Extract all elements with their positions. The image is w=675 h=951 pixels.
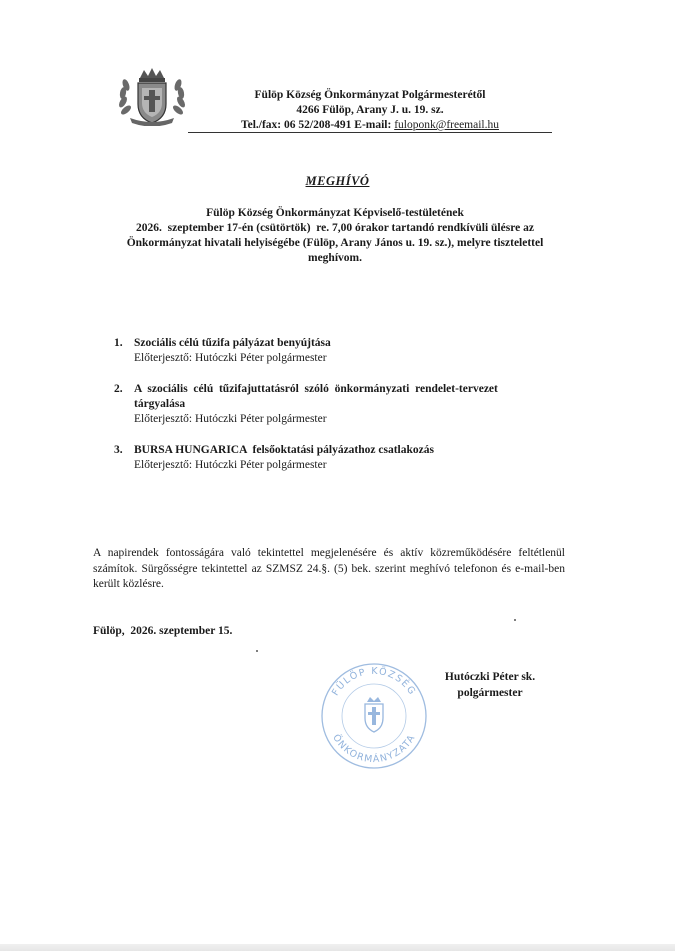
stamp-top-text: FÜLÖP KÖZSÉG xyxy=(330,665,418,698)
agenda-title-line-2: tárgyalása xyxy=(134,398,186,410)
stamp-bottom-text: ÖNKORMÁNYZATA xyxy=(330,732,418,766)
agenda-presenter: Előterjesztő: Hutóczki Péter polgármester xyxy=(134,413,327,425)
closing-paragraph: A napirendek fontosságára való tekintettel megjelenésére és aktív közreműködésére feltétlenül számítok. Sürgősségre tekintettel az SZMSZ 24.§. (5) bek. szerint meghívó telefonon és e-mail-ben került közlésre. xyxy=(93,547,565,590)
intro-line-2: 2026. szeptember 17-én (csütörtök) re. 7,00 órakor tartandó rendkívüli ülésre az xyxy=(136,222,534,234)
agenda-title-line-1: A szociális célú tűzifajuttatásról szóló önkormányzati rendelet-tervezet xyxy=(134,383,498,395)
intro-line-3: Önkormányzat hivatali helyiségébe (Fülöp, Arany János u. 19. sz.), melyre tisztelettel xyxy=(126,237,544,249)
agenda-presenter: Előterjesztő: Hutóczki Péter polgármester xyxy=(134,459,327,471)
intro-line-1: Fülöp Község Önkormányzat Képviselő-testületének xyxy=(206,207,464,219)
signature-block xyxy=(420,669,560,701)
letterhead-rule xyxy=(188,132,552,133)
agenda-item xyxy=(110,382,589,427)
agenda-item xyxy=(110,443,589,473)
agenda-item xyxy=(110,336,589,366)
signatory-name: Hutóczki Péter sk. xyxy=(444,671,536,683)
municipal-crest-logo xyxy=(116,66,188,126)
invitation-intro xyxy=(110,206,560,266)
scan-speck xyxy=(514,619,516,621)
agenda-presenter: Előterjesztő: Hutóczki Péter polgármester xyxy=(134,352,327,364)
scan-bottom-edge xyxy=(0,944,675,951)
letterhead-contact xyxy=(190,118,550,133)
stamp-crest-icon xyxy=(365,697,383,732)
letterhead-address: 4266 Fülöp, Arany J. u. 19. sz. xyxy=(296,104,444,116)
letterhead-office: Fülöp Község Önkormányzat Polgármesterétől xyxy=(254,89,486,101)
signatory-role: polgármester xyxy=(457,687,523,699)
agenda-title: Szociális célú tűzifa pályázat benyújtása xyxy=(134,337,331,349)
agenda-number: 1. xyxy=(114,337,123,349)
document-date: Fülöp, 2026. szeptember 15. xyxy=(93,625,233,637)
agenda-number: 2. xyxy=(114,383,123,395)
letterhead xyxy=(190,88,550,133)
official-stamp xyxy=(318,660,430,772)
scan-speck xyxy=(256,650,258,652)
intro-line-4: meghívom. xyxy=(308,252,362,264)
agenda-title: BURSA HUNGARICA felsőoktatási pályázathoz csatlakozás xyxy=(134,444,434,456)
letterhead-phone: Tel./fax: 06 52/208-491 E-mail: xyxy=(240,119,395,131)
document-title: MEGHÍVÓ xyxy=(305,174,370,188)
agenda-number: 3. xyxy=(114,444,123,456)
email-link[interactable]: fuloponk@freemail.hu xyxy=(394,119,500,131)
svg-text:FÜLÖP KÖZSÉG xyxy=(330,666,418,698)
svg-text:ÖNKORMÁNYZATA xyxy=(330,733,418,766)
